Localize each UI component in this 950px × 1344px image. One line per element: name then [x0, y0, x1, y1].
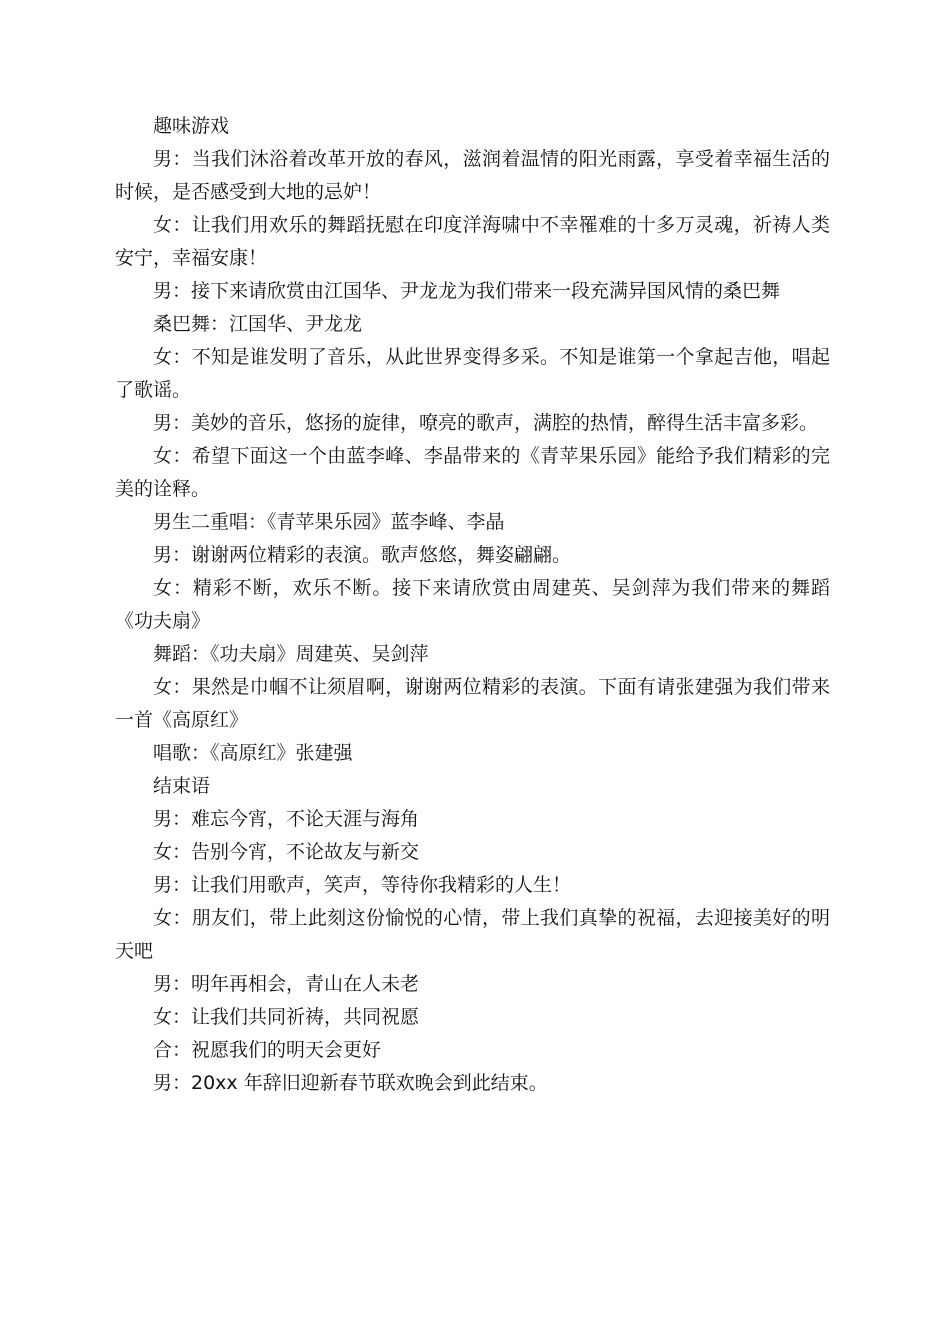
- paragraph-female-line: 女：不知是谁发明了音乐，从此世界变得多采。不知是谁第一个拿起吉他，唱起了歌谣。: [115, 346, 830, 401]
- paragraph-male-line: 男：接下来请欣赏由江国华、尹龙龙为我们带来一段充满异国风情的桑巴舞: [153, 280, 781, 302]
- paragraph-female-line: 女：告别今宵，不论故友与新交: [153, 841, 420, 863]
- paragraph-male-line: 男：谢谢两位精彩的表演。歌声悠悠，舞姿翩翩。: [153, 544, 572, 566]
- paragraph-program-item: 舞蹈：《功夫扇》周建英、吴剑萍: [153, 643, 429, 665]
- paragraph-male-line: 男：20xx 年辞旧迎新春节联欢晚会到此结束。: [153, 1072, 548, 1094]
- paragraph-female-line: 女：让我们共同祈祷，共同祝愿: [153, 1006, 420, 1028]
- paragraph-female-line: 女：精彩不断，欢乐不断。接下来请欣赏由周建英、吴剑萍为我们带来的舞蹈《功夫扇》: [115, 577, 830, 632]
- paragraph-female-line: 女：朋友们，带上此刻这份愉悦的心情，带上我们真挚的祝福，去迎接美好的明天吧: [115, 907, 830, 962]
- paragraph-female-line: 女：让我们用欢乐的舞蹈抚慰在印度洋海啸中不幸罹难的十多万灵魂，祈祷人类安宁，幸福安康！: [115, 214, 830, 269]
- document-body: [115, 110, 830, 1100]
- paragraph-male-line: 男：美妙的音乐，悠扬的旋律，嘹亮的歌声，满腔的热情，醉得生活丰富多彩。: [153, 412, 819, 434]
- paragraph-program-item: 唱歌：《高原红》张建强: [153, 742, 353, 764]
- paragraph-section-closing: 结束语: [153, 775, 211, 797]
- paragraph-male-line: 男：当我们沐浴着改革开放的春风，滋润着温情的阳光雨露，享受着幸福生活的时候，是否感受到大地的忌妒！: [115, 148, 830, 203]
- paragraph-section-games: 趣味游戏: [153, 115, 230, 137]
- paragraph-male-line: 男：难忘今宵，不论天涯与海角: [153, 808, 420, 830]
- paragraph-chorus-line: 合：祝愿我们的明天会更好: [153, 1039, 382, 1061]
- paragraph-program-item: 男生二重唱：《青苹果乐园》蓝李峰、李晶: [153, 511, 505, 533]
- paragraph-program-item: 桑巴舞：江国华、尹龙龙: [153, 313, 363, 335]
- paragraph-female-line: 女：果然是巾帼不让须眉啊，谢谢两位精彩的表演。下面有请张建强为我们带来一首《高原红》: [115, 676, 830, 731]
- paragraph-male-line: 男：明年再相会，青山在人未老: [153, 973, 420, 995]
- paragraph-male-line: 男：让我们用歌声，笑声，等待你我精彩的人生！: [153, 874, 572, 896]
- paragraph-female-line: 女：希望下面这一个由蓝李峰、李晶带来的《青苹果乐园》能给予我们精彩的完美的诠释。: [115, 445, 830, 500]
